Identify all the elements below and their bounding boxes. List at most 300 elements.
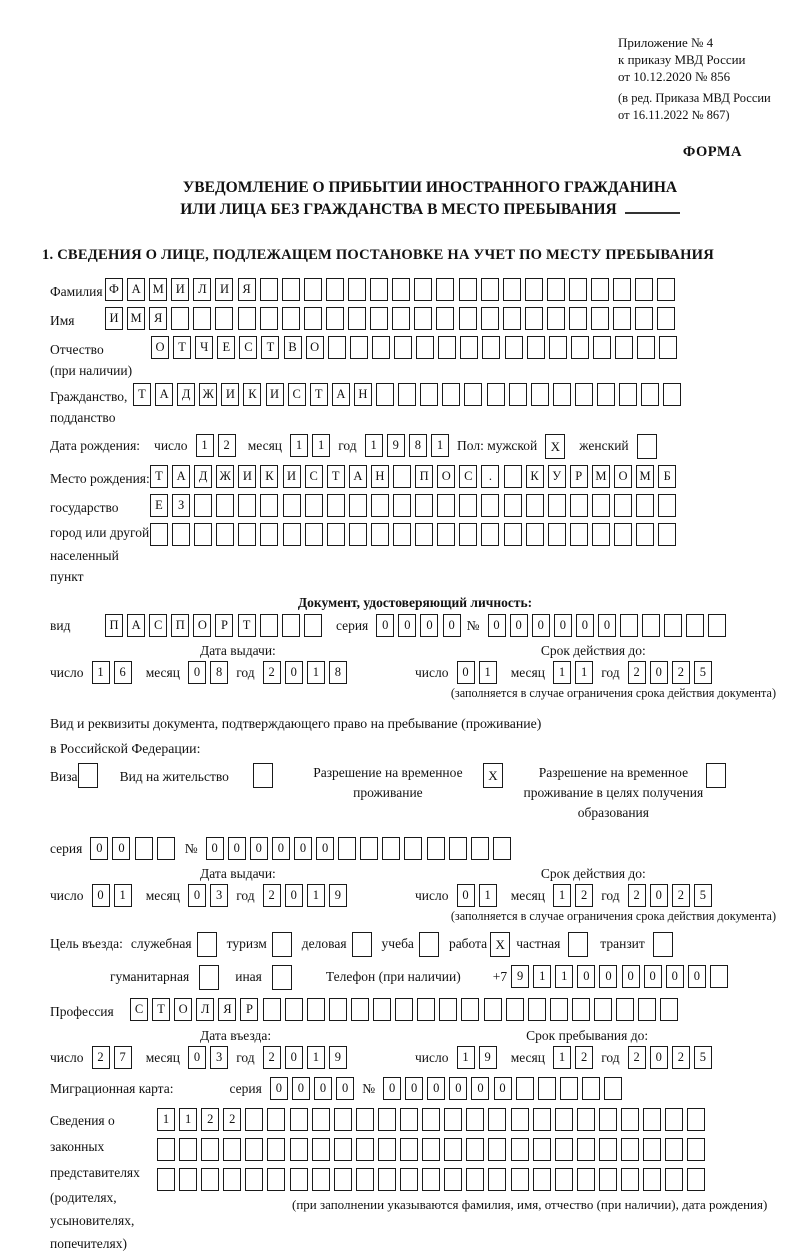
form-cell[interactable]	[356, 1168, 374, 1191]
form-cell[interactable]	[392, 307, 410, 330]
form-cell[interactable]	[614, 494, 632, 517]
form-cell[interactable]: Т	[173, 336, 191, 359]
form-cell[interactable]	[238, 307, 256, 330]
form-cell[interactable]	[304, 614, 322, 637]
form-cell[interactable]	[394, 336, 412, 359]
form-cell[interactable]	[326, 307, 344, 330]
form-cell[interactable]: 0	[650, 1046, 668, 1069]
form-cell[interactable]: А	[172, 465, 190, 488]
form-cell[interactable]: К	[243, 383, 261, 406]
form-cell[interactable]: Л	[196, 998, 214, 1021]
form-cell[interactable]	[708, 614, 726, 637]
form-cell[interactable]	[560, 1077, 578, 1100]
form-cell[interactable]: И	[238, 465, 256, 488]
form-cell[interactable]	[509, 383, 527, 406]
form-cell[interactable]: 2	[263, 661, 281, 684]
form-cell[interactable]	[157, 1138, 175, 1161]
form-cell[interactable]: 0	[228, 837, 246, 860]
form-cell[interactable]: Т	[310, 383, 328, 406]
form-cell[interactable]: 0	[188, 1046, 206, 1069]
form-cell[interactable]: 5	[694, 1046, 712, 1069]
form-cell[interactable]: 1	[479, 884, 497, 907]
form-cell[interactable]	[348, 278, 366, 301]
form-cell[interactable]	[449, 837, 467, 860]
form-cell[interactable]	[592, 523, 610, 546]
form-cell[interactable]	[216, 494, 234, 517]
form-cell[interactable]	[436, 278, 454, 301]
form-cell[interactable]	[533, 1108, 551, 1131]
form-cell[interactable]	[282, 278, 300, 301]
form-cell[interactable]	[687, 1168, 705, 1191]
form-cell[interactable]	[282, 307, 300, 330]
form-cell[interactable]	[283, 494, 301, 517]
form-cell[interactable]	[488, 1168, 506, 1191]
form-cell[interactable]: 1	[307, 661, 325, 684]
form-cell[interactable]: 9	[329, 884, 347, 907]
form-cell[interactable]	[482, 336, 500, 359]
form-cell[interactable]	[461, 998, 479, 1021]
form-cell[interactable]	[604, 1077, 622, 1100]
form-cell[interactable]	[593, 336, 611, 359]
form-cell[interactable]	[621, 1108, 639, 1131]
form-cell[interactable]: Д	[194, 465, 212, 488]
form-cell[interactable]	[528, 998, 546, 1021]
form-cell[interactable]: 0	[650, 884, 668, 907]
form-cell[interactable]	[307, 998, 325, 1021]
form-cell[interactable]: С	[459, 465, 477, 488]
form-cell[interactable]: 0	[336, 1077, 354, 1100]
form-cell[interactable]: У	[548, 465, 566, 488]
form-cell[interactable]: Ж	[216, 465, 234, 488]
form-cell[interactable]	[487, 383, 505, 406]
form-cell[interactable]	[245, 1138, 263, 1161]
visa-checkbox[interactable]	[78, 763, 98, 788]
form-cell[interactable]	[312, 1168, 330, 1191]
form-cell[interactable]	[427, 837, 445, 860]
form-cell[interactable]: 1	[553, 1046, 571, 1069]
form-cell[interactable]	[575, 383, 593, 406]
form-cell[interactable]	[570, 494, 588, 517]
form-cell[interactable]	[511, 1108, 529, 1131]
form-cell[interactable]	[547, 307, 565, 330]
form-cell[interactable]: Н	[371, 465, 389, 488]
form-cell[interactable]	[417, 998, 435, 1021]
form-cell[interactable]: Л	[193, 278, 211, 301]
form-cell[interactable]: .	[481, 465, 499, 488]
form-cell[interactable]	[260, 494, 278, 517]
form-cell[interactable]: И	[266, 383, 284, 406]
form-cell[interactable]	[444, 1138, 462, 1161]
form-cell[interactable]	[349, 494, 367, 517]
form-cell[interactable]: Б	[658, 465, 676, 488]
form-cell[interactable]: Я	[149, 307, 167, 330]
form-cell[interactable]	[157, 837, 175, 860]
form-cell[interactable]	[658, 494, 676, 517]
form-cell[interactable]	[686, 614, 704, 637]
form-cell[interactable]: 0	[471, 1077, 489, 1100]
form-cell[interactable]	[400, 1108, 418, 1131]
form-cell[interactable]: О	[174, 998, 192, 1021]
form-cell[interactable]	[547, 278, 565, 301]
form-cell[interactable]: 0	[272, 837, 290, 860]
form-cell[interactable]	[437, 494, 455, 517]
form-cell[interactable]: Е	[217, 336, 235, 359]
form-cell[interactable]: О	[193, 614, 211, 637]
form-cell[interactable]	[260, 523, 278, 546]
form-cell[interactable]: 0	[92, 884, 110, 907]
form-cell[interactable]	[157, 1168, 175, 1191]
form-cell[interactable]	[312, 1138, 330, 1161]
form-cell[interactable]	[327, 494, 345, 517]
form-cell[interactable]: 0	[688, 965, 706, 988]
form-cell[interactable]	[526, 494, 544, 517]
form-cell[interactable]	[414, 278, 432, 301]
form-cell[interactable]: 2	[628, 1046, 646, 1069]
form-cell[interactable]: 0	[622, 965, 640, 988]
form-cell[interactable]	[444, 1108, 462, 1131]
form-cell[interactable]	[615, 336, 633, 359]
form-cell[interactable]	[571, 336, 589, 359]
form-cell[interactable]	[305, 494, 323, 517]
form-cell[interactable]: О	[306, 336, 324, 359]
form-cell[interactable]	[400, 1138, 418, 1161]
form-cell[interactable]: 1	[575, 661, 593, 684]
form-cell[interactable]: А	[349, 465, 367, 488]
form-cell[interactable]	[305, 523, 323, 546]
form-cell[interactable]: Я	[218, 998, 236, 1021]
form-cell[interactable]	[659, 336, 677, 359]
form-cell[interactable]: П	[415, 465, 433, 488]
form-cell[interactable]: 0	[376, 614, 394, 637]
form-cell[interactable]	[665, 1108, 683, 1131]
form-cell[interactable]	[238, 494, 256, 517]
form-cell[interactable]	[636, 523, 654, 546]
form-cell[interactable]: 2	[218, 434, 236, 457]
form-cell[interactable]	[658, 523, 676, 546]
form-cell[interactable]: Р	[240, 998, 258, 1021]
form-cell[interactable]	[555, 1138, 573, 1161]
form-cell[interactable]	[216, 523, 234, 546]
form-cell[interactable]: Т	[133, 383, 151, 406]
form-cell[interactable]	[570, 523, 588, 546]
form-cell[interactable]: С	[130, 998, 148, 1021]
purpose-other-checkbox[interactable]	[272, 965, 292, 990]
form-cell[interactable]	[245, 1168, 263, 1191]
form-cell[interactable]	[687, 1108, 705, 1131]
form-cell[interactable]	[464, 383, 482, 406]
form-cell[interactable]: 2	[575, 884, 593, 907]
form-cell[interactable]	[511, 1168, 529, 1191]
form-cell[interactable]	[415, 523, 433, 546]
form-cell[interactable]	[635, 278, 653, 301]
form-cell[interactable]: 0	[666, 965, 684, 988]
form-cell[interactable]	[503, 307, 521, 330]
form-cell[interactable]	[393, 494, 411, 517]
form-cell[interactable]: С	[149, 614, 167, 637]
form-cell[interactable]	[488, 1138, 506, 1161]
purpose-tourism-checkbox[interactable]	[272, 932, 292, 957]
form-cell[interactable]: М	[592, 465, 610, 488]
form-cell[interactable]	[516, 1077, 534, 1100]
form-cell[interactable]	[657, 278, 675, 301]
form-cell[interactable]	[643, 1138, 661, 1161]
form-cell[interactable]	[378, 1138, 396, 1161]
form-cell[interactable]	[201, 1168, 219, 1191]
form-cell[interactable]	[665, 1168, 683, 1191]
form-cell[interactable]	[304, 307, 322, 330]
form-cell[interactable]: 2	[223, 1108, 241, 1131]
form-cell[interactable]	[599, 1168, 617, 1191]
form-cell[interactable]: 0	[532, 614, 550, 637]
sex-female-checkbox[interactable]	[637, 434, 657, 459]
form-cell[interactable]	[592, 494, 610, 517]
form-cell[interactable]: М	[636, 465, 654, 488]
form-cell[interactable]	[505, 336, 523, 359]
form-cell[interactable]	[444, 1168, 462, 1191]
form-cell[interactable]	[635, 307, 653, 330]
purpose-study-checkbox[interactable]	[419, 932, 439, 957]
form-cell[interactable]: Я	[238, 278, 256, 301]
form-cell[interactable]	[135, 837, 153, 860]
form-cell[interactable]	[356, 1138, 374, 1161]
form-cell[interactable]	[422, 1108, 440, 1131]
form-cell[interactable]: 0	[650, 661, 668, 684]
form-cell[interactable]	[664, 614, 682, 637]
form-cell[interactable]: 1	[307, 884, 325, 907]
form-cell[interactable]: 1	[431, 434, 449, 457]
form-cell[interactable]	[179, 1138, 197, 1161]
form-cell[interactable]	[504, 465, 522, 488]
form-cell[interactable]: 0	[383, 1077, 401, 1100]
form-cell[interactable]: Ч	[195, 336, 213, 359]
form-cell[interactable]: С	[239, 336, 257, 359]
form-cell[interactable]	[370, 278, 388, 301]
residence-permit-checkbox[interactable]	[253, 763, 273, 788]
form-cell[interactable]: 0	[398, 614, 416, 637]
form-cell[interactable]	[422, 1138, 440, 1161]
form-cell[interactable]: И	[171, 278, 189, 301]
form-cell[interactable]	[414, 307, 432, 330]
form-cell[interactable]	[376, 383, 394, 406]
form-cell[interactable]: И	[221, 383, 239, 406]
form-cell[interactable]	[569, 307, 587, 330]
form-cell[interactable]: 0	[294, 837, 312, 860]
form-cell[interactable]: 0	[449, 1077, 467, 1100]
form-cell[interactable]: И	[105, 307, 123, 330]
form-cell[interactable]: 0	[405, 1077, 423, 1100]
form-cell[interactable]	[393, 523, 411, 546]
form-cell[interactable]	[415, 494, 433, 517]
temp-residence-checkbox[interactable]: X	[483, 763, 503, 788]
form-cell[interactable]	[267, 1108, 285, 1131]
form-cell[interactable]	[422, 1168, 440, 1191]
form-cell[interactable]: 2	[575, 1046, 593, 1069]
form-cell[interactable]	[348, 307, 366, 330]
form-cell[interactable]: 1	[457, 1046, 475, 1069]
form-cell[interactable]	[481, 494, 499, 517]
form-cell[interactable]	[351, 998, 369, 1021]
form-cell[interactable]: А	[127, 614, 145, 637]
form-cell[interactable]: Е	[150, 494, 168, 517]
form-cell[interactable]	[577, 1168, 595, 1191]
form-cell[interactable]	[179, 1168, 197, 1191]
form-cell[interactable]: 0	[644, 965, 662, 988]
form-cell[interactable]: 2	[92, 1046, 110, 1069]
form-cell[interactable]	[215, 307, 233, 330]
form-cell[interactable]	[577, 1138, 595, 1161]
form-cell[interactable]	[350, 336, 368, 359]
form-cell[interactable]	[193, 307, 211, 330]
form-cell[interactable]: 2	[201, 1108, 219, 1131]
form-cell[interactable]: О	[614, 465, 632, 488]
form-cell[interactable]	[245, 1108, 263, 1131]
form-cell[interactable]	[442, 383, 460, 406]
form-cell[interactable]	[643, 1168, 661, 1191]
form-cell[interactable]	[290, 1138, 308, 1161]
form-cell[interactable]: 0	[285, 1046, 303, 1069]
form-cell[interactable]: 1	[307, 1046, 325, 1069]
form-cell[interactable]	[260, 278, 278, 301]
form-cell[interactable]	[290, 1108, 308, 1131]
form-cell[interactable]	[420, 383, 438, 406]
form-cell[interactable]: 1	[114, 884, 132, 907]
form-cell[interactable]	[290, 1168, 308, 1191]
form-cell[interactable]: 2	[628, 661, 646, 684]
form-cell[interactable]: 1	[365, 434, 383, 457]
form-cell[interactable]: К	[526, 465, 544, 488]
form-cell[interactable]: А	[127, 278, 145, 301]
form-cell[interactable]	[597, 383, 615, 406]
purpose-humanitarian-checkbox[interactable]	[199, 965, 219, 990]
form-cell[interactable]	[334, 1168, 352, 1191]
purpose-business-checkbox[interactable]	[352, 932, 372, 957]
form-cell[interactable]	[613, 307, 631, 330]
form-cell[interactable]: 1	[555, 965, 573, 988]
form-cell[interactable]	[641, 383, 659, 406]
form-cell[interactable]: 9	[387, 434, 405, 457]
form-cell[interactable]	[527, 336, 545, 359]
form-cell[interactable]: Р	[570, 465, 588, 488]
form-cell[interactable]	[504, 523, 522, 546]
form-cell[interactable]	[525, 307, 543, 330]
form-cell[interactable]: Т	[327, 465, 345, 488]
sex-male-checkbox[interactable]: X	[545, 434, 565, 459]
form-cell[interactable]: 0	[554, 614, 572, 637]
form-cell[interactable]	[481, 278, 499, 301]
form-cell[interactable]: 1	[312, 434, 330, 457]
form-cell[interactable]	[378, 1168, 396, 1191]
form-cell[interactable]: 7	[114, 1046, 132, 1069]
form-cell[interactable]: Т	[150, 465, 168, 488]
form-cell[interactable]: М	[149, 278, 167, 301]
form-cell[interactable]	[171, 307, 189, 330]
form-cell[interactable]	[436, 307, 454, 330]
form-cell[interactable]: 0	[488, 614, 506, 637]
form-cell[interactable]	[260, 614, 278, 637]
form-cell[interactable]	[710, 965, 728, 988]
form-cell[interactable]	[327, 523, 345, 546]
form-cell[interactable]	[260, 307, 278, 330]
form-cell[interactable]	[481, 307, 499, 330]
form-cell[interactable]	[223, 1168, 241, 1191]
form-cell[interactable]: 0	[270, 1077, 288, 1100]
form-cell[interactable]: 1	[92, 661, 110, 684]
form-cell[interactable]: 0	[250, 837, 268, 860]
form-cell[interactable]	[572, 998, 590, 1021]
form-cell[interactable]	[223, 1138, 241, 1161]
form-cell[interactable]: 0	[577, 965, 595, 988]
form-cell[interactable]	[657, 307, 675, 330]
form-cell[interactable]: 0	[314, 1077, 332, 1100]
form-cell[interactable]	[569, 278, 587, 301]
form-cell[interactable]: 0	[316, 837, 334, 860]
form-cell[interactable]	[511, 1138, 529, 1161]
form-cell[interactable]	[621, 1138, 639, 1161]
form-cell[interactable]: 9	[511, 965, 529, 988]
form-cell[interactable]: О	[437, 465, 455, 488]
form-cell[interactable]	[459, 494, 477, 517]
form-cell[interactable]: 1	[553, 661, 571, 684]
form-cell[interactable]	[404, 837, 422, 860]
form-cell[interactable]: 1	[179, 1108, 197, 1131]
purpose-transit-checkbox[interactable]	[653, 932, 673, 957]
form-cell[interactable]: 0	[90, 837, 108, 860]
form-cell[interactable]: 5	[694, 661, 712, 684]
form-cell[interactable]: 8	[210, 661, 228, 684]
form-cell[interactable]	[466, 1108, 484, 1131]
form-cell[interactable]	[334, 1108, 352, 1131]
form-cell[interactable]	[194, 523, 212, 546]
form-cell[interactable]: Р	[215, 614, 233, 637]
form-cell[interactable]	[398, 383, 416, 406]
form-cell[interactable]: 1	[157, 1108, 175, 1131]
form-cell[interactable]	[283, 523, 301, 546]
form-cell[interactable]: 2	[628, 884, 646, 907]
form-cell[interactable]	[484, 998, 502, 1021]
form-cell[interactable]: 0	[599, 965, 617, 988]
form-cell[interactable]: 0	[576, 614, 594, 637]
purpose-official-checkbox[interactable]	[197, 932, 217, 957]
form-cell[interactable]	[582, 1077, 600, 1100]
form-cell[interactable]	[599, 1108, 617, 1131]
form-cell[interactable]: 1	[533, 965, 551, 988]
form-cell[interactable]	[382, 837, 400, 860]
form-cell[interactable]: 1	[290, 434, 308, 457]
form-cell[interactable]: 0	[292, 1077, 310, 1100]
form-cell[interactable]	[438, 336, 456, 359]
form-cell[interactable]	[614, 523, 632, 546]
purpose-private-checkbox[interactable]	[568, 932, 588, 957]
form-cell[interactable]	[613, 278, 631, 301]
form-cell[interactable]	[267, 1138, 285, 1161]
form-cell[interactable]	[620, 614, 638, 637]
form-cell[interactable]: 9	[329, 1046, 347, 1069]
form-cell[interactable]	[488, 1108, 506, 1131]
form-cell[interactable]	[356, 1108, 374, 1131]
form-cell[interactable]	[471, 837, 489, 860]
form-cell[interactable]	[531, 383, 549, 406]
form-cell[interactable]: В	[284, 336, 302, 359]
form-cell[interactable]	[616, 998, 634, 1021]
form-cell[interactable]: 0	[598, 614, 616, 637]
form-cell[interactable]: 2	[672, 884, 690, 907]
form-cell[interactable]	[599, 1138, 617, 1161]
form-cell[interactable]: 2	[263, 1046, 281, 1069]
form-cell[interactable]	[371, 523, 389, 546]
form-cell[interactable]: 0	[112, 837, 130, 860]
form-cell[interactable]	[555, 1168, 573, 1191]
form-cell[interactable]: П	[105, 614, 123, 637]
